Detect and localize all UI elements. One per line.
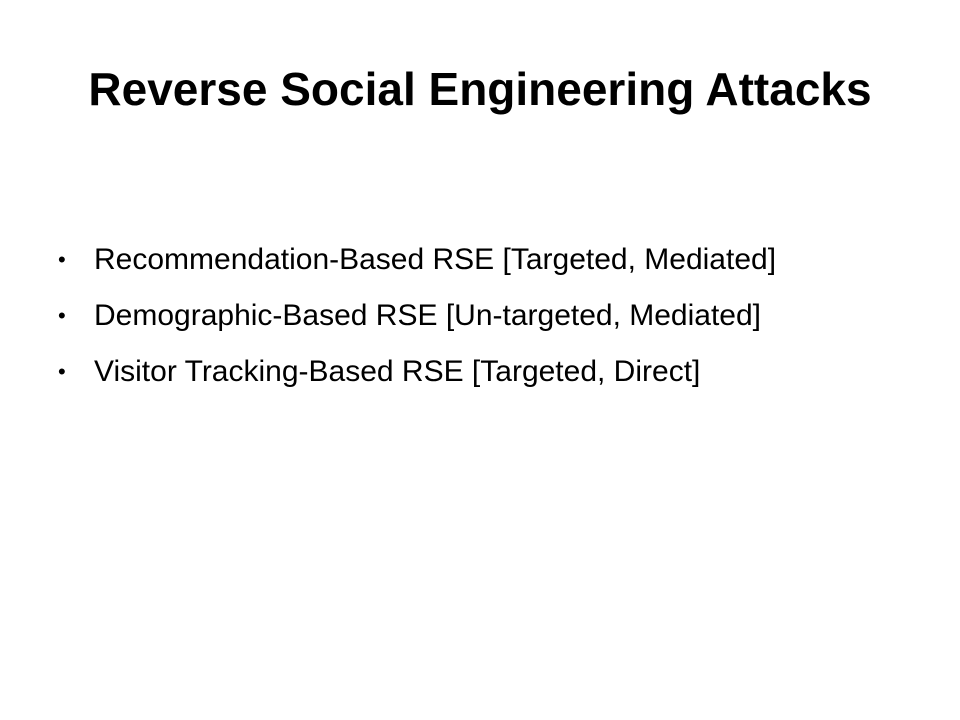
- bullet-text: Recommendation-Based RSE [Targeted, Mediated]: [94, 243, 777, 276]
- bullet-item-recommendation-based: [58, 238, 898, 282]
- bullet-dot-icon: •: [58, 303, 66, 328]
- bullet-dot-icon: •: [58, 247, 66, 272]
- bullet-item-demographic-based: [58, 294, 898, 338]
- bullet-list: [58, 238, 898, 406]
- bullet-text: Visitor Tracking-Based RSE [Targeted, Direct]: [94, 355, 701, 388]
- bullet-item-visitor-tracking-based: [58, 350, 898, 394]
- bullet-dot-icon: •: [58, 359, 66, 384]
- slide-title: Reverse Social Engineering Attacks: [88, 63, 872, 115]
- bullet-text: Demographic-Based RSE [Un-targeted, Mediated]: [94, 299, 762, 332]
